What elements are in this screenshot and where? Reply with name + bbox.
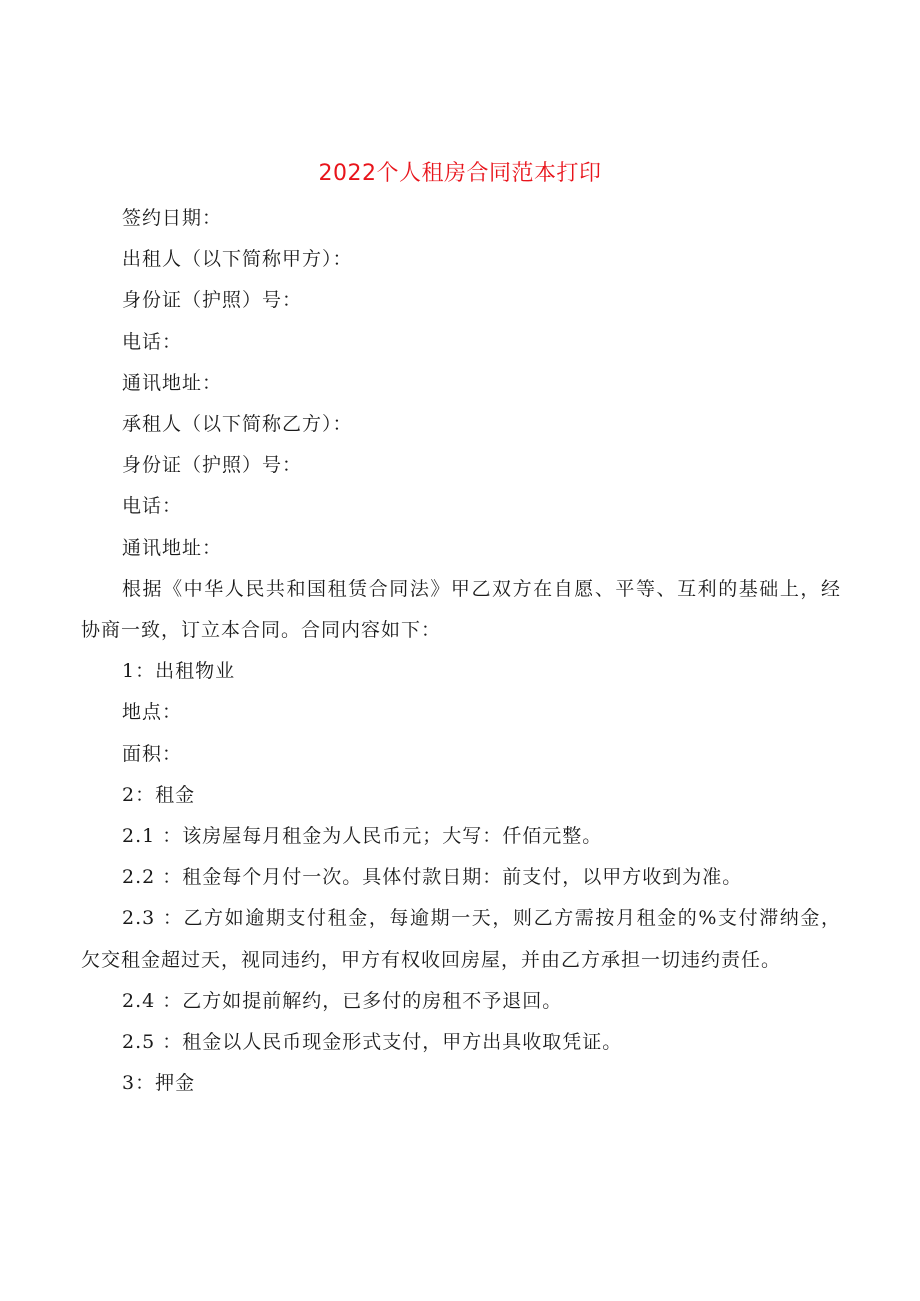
document-body bbox=[81, 198, 841, 1104]
paragraph-preamble: 根据《中华人民共和国租赁合同法》甲乙双方在自愿、平等、互利的基础上，经协商一致，订立本合同。合同内容如下： bbox=[81, 577, 841, 642]
paragraph-lessor-phone: 电话： bbox=[122, 330, 183, 353]
paragraph-location: 地点： bbox=[122, 701, 183, 724]
clause-2-5: 2.5 ：租金以人民币现金形式支付，甲方出具收取凭证。 bbox=[122, 1031, 623, 1054]
paragraph-area: 面积： bbox=[122, 742, 183, 765]
paragraph-lessee-address: 通讯地址： bbox=[122, 536, 223, 559]
section-heading-deposit: 3：押金 bbox=[122, 1072, 196, 1095]
document-title: 2022个人租房合同范本打印 bbox=[318, 161, 602, 186]
paragraph-lessee-id: 身份证（护照）号： bbox=[122, 454, 303, 477]
section-heading-rent: 2：租金 bbox=[122, 783, 196, 806]
paragraph-lessee: 承租人（以下简称乙方）： bbox=[122, 413, 353, 436]
clause-2-1: 2.1 ：该房屋每月租金为人民币元；大写：仟佰元整。 bbox=[122, 825, 603, 848]
paragraph-lessor-address: 通讯地址： bbox=[122, 371, 223, 394]
paragraph-lessor: 出租人（以下简称甲方）： bbox=[122, 248, 353, 271]
paragraph-lessee-phone: 电话： bbox=[122, 495, 183, 518]
clause-2-2: 2.2 ：租金每个月付一次。具体付款日期：前支付，以甲方收到为准。 bbox=[122, 866, 743, 889]
clause-2-4: 2.4 ：乙方如提前解约，已多付的房租不予退回。 bbox=[122, 989, 563, 1012]
paragraph-sign-date: 签约日期： bbox=[122, 207, 223, 229]
clause-2-3: 2.3 ：乙方如逾期支付租金，每逾期一天，则乙方需按月租金的%支付滞纳金，欠交租金超过天，视同违约，甲方有权收回房屋，并由乙方承担一切违约责任。 bbox=[81, 907, 841, 971]
paragraph-lessor-id: 身份证（护照）号： bbox=[122, 289, 303, 312]
section-heading-property: 1：出租物业 bbox=[122, 660, 236, 683]
